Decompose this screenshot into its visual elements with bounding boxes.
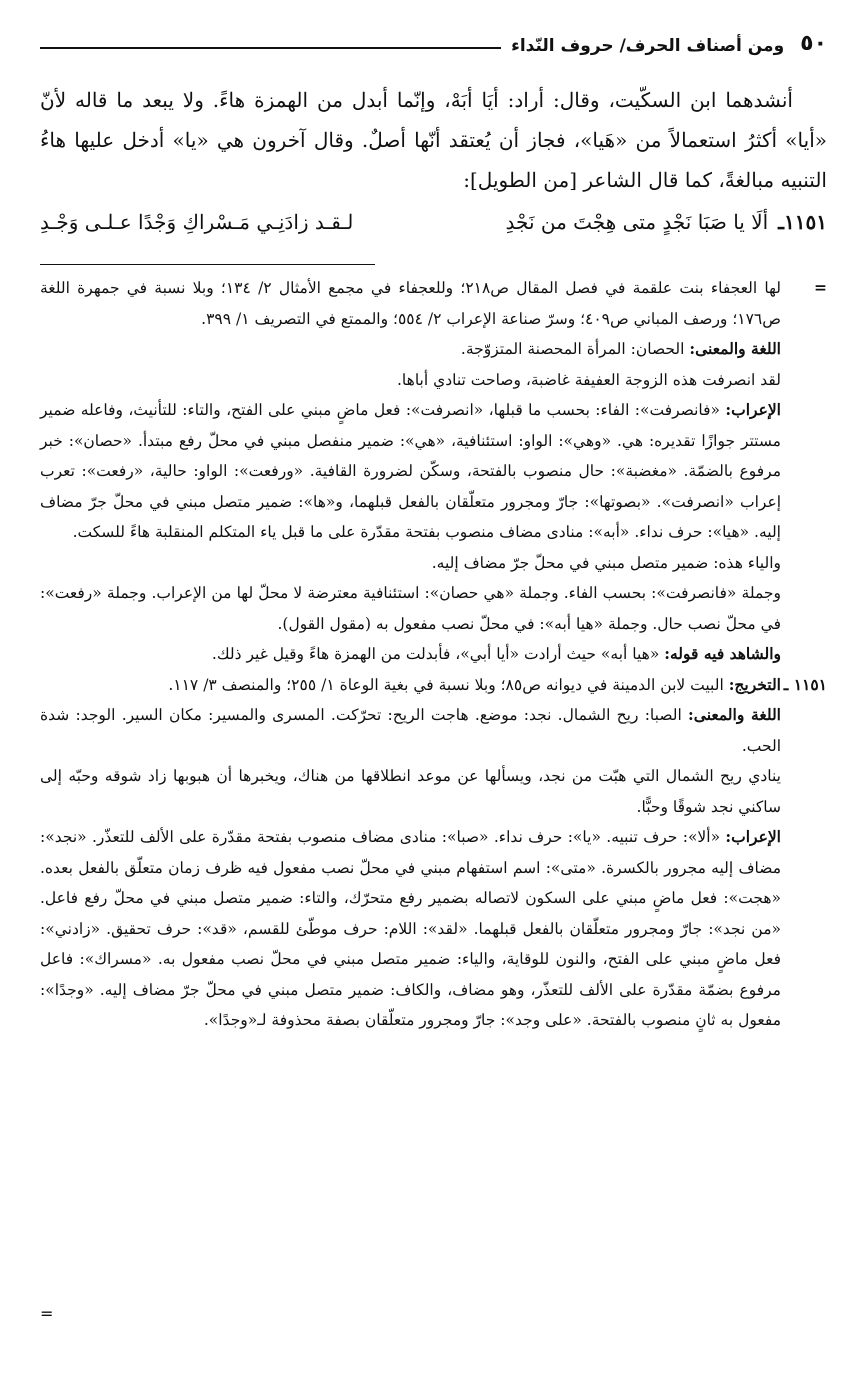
- footnote-1151-irab: [40, 822, 781, 1036]
- footnote-1151-lugha: [40, 700, 781, 761]
- verse-1151: [40, 202, 827, 242]
- main-paragraph: أنشدهما ابن السكّيت، وقال: أراد: أيَا أبَهْ، وإنّما أبدل من الهمزة هاءً. ولا يبعد ما قاله لأنّ «أيا» أكثرُ استعمالاً من «هَيا»، فجاز أن يُعتقد أنّها أصلٌ. وقال آخرون هي «يا» أدخل عليها هاءُ التنبيه مبالغةً، كما قال الشاعر [من الطويل]:: [40, 88, 827, 192]
- takhrij-text: البيت لابن الدمينة في ديوانه ص٨٥؛ وبلا نسبة في بغية الوعاة ١/ ٢٥٥؛ والمنصف ٣/ ١١٧.: [168, 675, 724, 694]
- verse-second-hemistich: لـقـد زادَنِـي مَـسْراكِ وَجْدًا عـلـى وَجْـدِ: [40, 210, 354, 234]
- irab-text: «ألا»: حرف تنبيه. «يا»: حرف نداء. «صبا»: منادى مضاف منصوب بفتحة مقدّرة على الألف للتعذّر. «نجد»: مضاف إليه مجرور بالكسرة. «متى»: اسم استفهام مبني في محلّ نصب مفعول فيه ظرف زمان متعلّق بالفعل بعده. «هجت»: فعل ماضٍ مبني على السكون لاتصاله بضمير رفع متحرّك، والتاء: ضمير متصل مبني في محلّ رفع فاعل. «من نجد»: جارّ ومجرور متعلّقان بالفعل قبلهما. «لقد»: اللام: حرف موطّئ للقسم، «قد»: حرف تحقيق. «زادني»: فعل ماضٍ مبني على الفتح، والنون للوقاية، والياء: ضمير متصل مبني في محلّ نصب مفعول به. «مسراك»: فاعل مرفوع بضمّة مقدّرة على الألف للتعذّر، وهو مضاف، والكاف: ضمير متصل مبني في محلّ جرّ مضاف إليه. «وجدًا»: مفعول به ثانٍ منصوب بالفتحة. «على وجد»: جارّ ومجرور متعلّقان بصفة محذوفة لـ«وجدًا».: [40, 828, 781, 1029]
- continuation-marker: =: [814, 278, 827, 297]
- footnote-jumla: وجملة «فانصرفت»: بحسب الفاء. وجملة «هي حصان»: استئنافية معترضة لا محلّ لها من الإعراب. وجملة «رفعت»: في محلّ نصب حال. وجملة «هيا أبه»: في محلّ نصب مفعول به (مقول القول).: [40, 584, 781, 633]
- footnote-takhrij: [40, 670, 781, 701]
- shahid-text: «هيا أبه» حيث أرادت «أيا أبي»، فأبدلت من الهمزة هاءً وقيل غير ذلك.: [211, 645, 660, 663]
- footnote-lugha: [40, 334, 781, 365]
- lugha-label: اللغة والمعنى:: [689, 339, 781, 358]
- lugha-text: الصبا: ريح الشمال. نجد: موضع. هاجت الريح: تحرّكت. المسرى والمسير: مكان السير. الوجد: شدة الحب.: [40, 706, 781, 755]
- page-header: [40, 22, 827, 56]
- footnote-continuation: [40, 273, 827, 670]
- footnote-1151-marker: ١١٥١ ـ: [783, 674, 827, 694]
- lugha-text: الحصان: المرأة المحصنة المتزوّجة.: [460, 340, 685, 358]
- footnote-sources: لها العجفاء بنت علقمة في فصل المقال ص٢١٨؛ وللعجفاء في مجمع الأمثال ٢/ ١٣٤؛ وبلا نسبة في جمهرة اللغة ص١٧٦؛ ورصف المباني ص٤٠٩؛ وسرّ صناعة الإعراب ٢/ ٥٥٤؛ والممتع في التصريف ١/ ٣٩٩.: [40, 279, 781, 328]
- footnote-irab: [40, 395, 781, 548]
- footnotes: [40, 273, 827, 1036]
- footnote-1151-meaning: ينادي ريح الشمال التي هبّت من نجد، ويسألها عن موعد انطلاقها من هناك، ويخبرها أن هبوبها زاد شوقه وحبّه إلى ساكني نجد شوقًا وحبًّا.: [40, 767, 781, 816]
- footnote-ya: والياء هذه: ضمير متصل مبني في محلّ جرّ مضاف إليه.: [431, 553, 781, 572]
- takhrij-label: التخريج:: [728, 674, 781, 694]
- page-number: ٥٠: [800, 31, 827, 56]
- footnote-shahid: [40, 639, 781, 670]
- footnote-meaning: لقد انصرفت هذه الزوجة العفيفة غاضبة، وصاحت تنادي أباها.: [397, 370, 781, 389]
- footnote-separator: [40, 264, 375, 265]
- shahid-label: والشاهد فيه قوله:: [664, 644, 781, 663]
- book-page: [40, 22, 827, 1375]
- running-title: ومن أصناف الحرف/ حروف النّداء: [511, 36, 785, 56]
- irab-label: الإعراب:: [725, 827, 781, 846]
- continued-marker: =: [40, 1304, 54, 1323]
- verse-first-hemistich: ألَا يا صَبَا نَجْدٍ متى هِجْتَ من نَجْدِ: [505, 210, 769, 234]
- header-rule: [40, 47, 501, 49]
- irab-text: «فانصرفت»: الفاء: بحسب ما قبلها، «انصرفت»: فعل ماضٍ مبني على الفتح، والتاء: للتأنيث، وفاعله ضمير مستتر جوازًا تقديره: هي. «وهي»: الواو: استئنافية، «هي»: ضمير منفصل مبني في محلّ رفع مبتدأ. «حصان»: خبر مرفوع بالضمّة. «مغضبة»: حال منصوب بالفتحة، وسكّن لضرورة القافية. «ورفعت»: الواو: حالية، «رفعت»: تعرب إعراب «انصرفت». «بصوتها»: جارّ ومجرور متعلّقان بالفعل قبلهما، و«ها»: ضمير متصل مبني في محلّ جرّ مضاف إليه. «هيا»: حرف نداء. «أبه»: منادى مضاف منصوب بفتحة مقدّرة على ما قبل ياء المتكلم المنقلبة هاءً للسكت.: [40, 401, 781, 541]
- footnote-1151: [40, 670, 827, 1036]
- lugha-label: اللغة والمعنى:: [688, 705, 781, 724]
- verse-number: ١١٥١ـ: [778, 210, 827, 234]
- irab-label: الإعراب:: [725, 400, 781, 419]
- main-text: [40, 80, 827, 200]
